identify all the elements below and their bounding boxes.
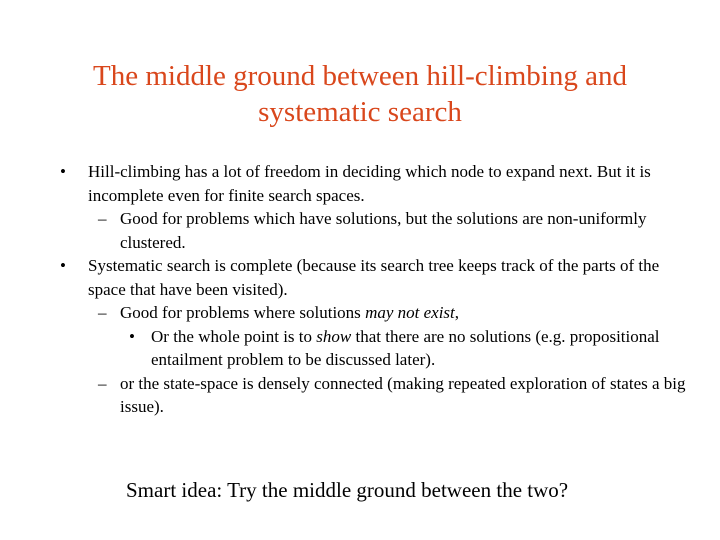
sub-sub-bullet-text — [151, 325, 691, 372]
bullet-hill-climbing — [60, 160, 688, 207]
sub-sub-bullet-text-part: Or the whole point is to — [151, 326, 317, 346]
emphasis-may-not-exist: may not exist — [365, 303, 455, 322]
dash-marker: – — [98, 209, 107, 228]
sub-bullet-text — [120, 301, 700, 325]
slide-title-line-2: systematic search — [258, 96, 462, 128]
bullet-marker: • — [60, 256, 66, 275]
sub-bullet-text-part: , — [454, 303, 460, 322]
bullet-marker: • — [60, 162, 66, 181]
emphasis-show: show — [316, 326, 352, 346]
slide-body — [0, 160, 720, 419]
sub-bullet-systematic-good-for — [98, 301, 700, 325]
sub-bullet-text: Good for problems which have solutions, but the solutions are non-uniformly clustered. — [120, 209, 647, 252]
bullet-text: Hill-climbing has a lot of freedom in deciding which node to expand next. But it is incomplete even for finite search spaces. — [88, 162, 651, 205]
sub-bullet-text-part: Good for problems where solutions — [120, 303, 366, 322]
sub-bullet-hill-climbing-good-for — [98, 207, 700, 254]
sub-sub-bullet-text-part: that there are no solutions (e.g. propositional entailment problem to be discussed later). — [151, 326, 660, 369]
bullet-marker: • — [129, 326, 135, 346]
slide-title — [40, 58, 680, 130]
bullet-systematic-search — [60, 254, 688, 301]
dash-marker: – — [98, 303, 107, 322]
slide-title-line-1: The middle ground between hill-climbing and — [93, 60, 627, 92]
sub-bullet-text: or the state-space is densely connected (making repeated exploration of states a big issue). — [120, 373, 686, 416]
bullet-text: Systematic search is complete (because its search tree keeps track of the parts of the space that have been visited). — [88, 256, 660, 299]
dash-marker: – — [98, 373, 107, 393]
sub-sub-bullet-show-no-solutions — [129, 325, 691, 372]
sub-bullet-densely-connected — [98, 372, 700, 419]
punchline: Smart idea: Try the middle ground between the two? — [126, 478, 569, 502]
